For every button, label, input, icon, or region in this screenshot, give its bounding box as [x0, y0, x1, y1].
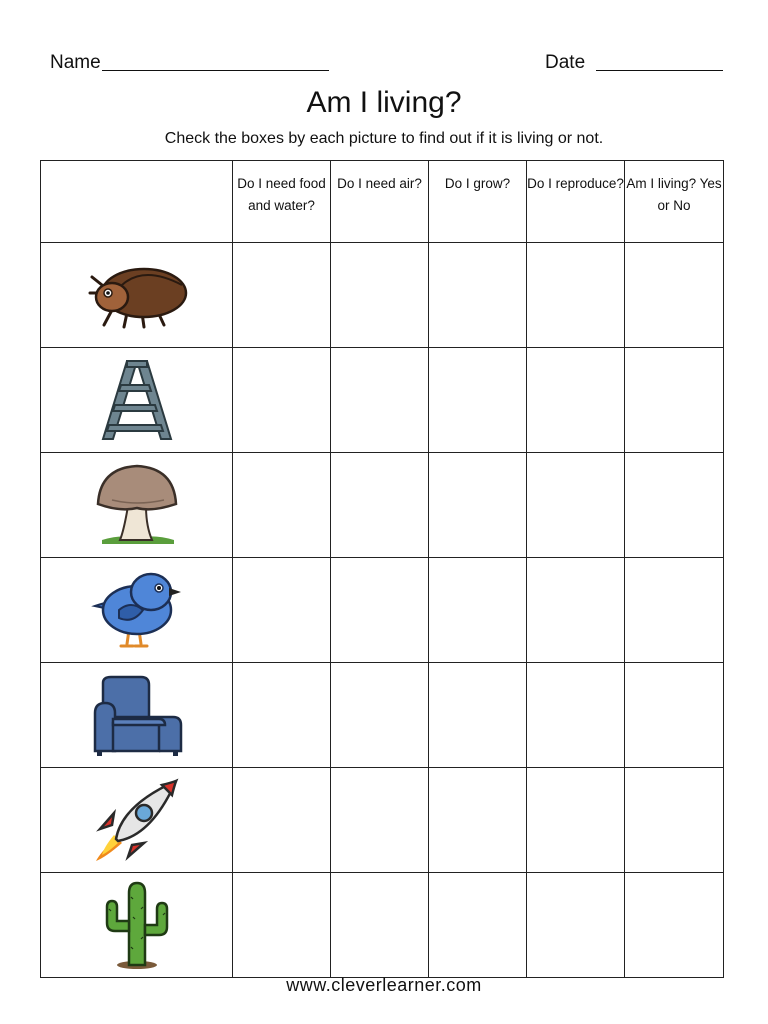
- column-header-reproduce: Do I reproduce?: [527, 161, 625, 243]
- page-title: Am I living?: [306, 86, 462, 119]
- check-box[interactable]: [331, 453, 429, 558]
- check-box[interactable]: [331, 558, 429, 663]
- check-box[interactable]: [233, 768, 331, 873]
- living-answer-box[interactable]: [625, 348, 724, 453]
- worksheet-table: [40, 160, 724, 978]
- check-box[interactable]: [527, 243, 625, 348]
- beetle-icon: [82, 255, 192, 335]
- check-box[interactable]: [527, 663, 625, 768]
- rocket-icon: [92, 775, 182, 865]
- table-row: [41, 453, 724, 558]
- check-box[interactable]: [429, 348, 527, 453]
- table-row: [41, 558, 724, 663]
- armchair-icon: [89, 673, 184, 758]
- check-box[interactable]: [331, 663, 429, 768]
- check-box[interactable]: [331, 873, 429, 978]
- table-row: [41, 768, 724, 873]
- column-header-living: Am I living? Yes or No: [625, 161, 724, 243]
- header-row: [41, 161, 724, 243]
- check-box[interactable]: [331, 348, 429, 453]
- living-answer-box[interactable]: [625, 453, 724, 558]
- picture-cell: [41, 558, 233, 663]
- date-field[interactable]: [596, 70, 723, 71]
- check-box[interactable]: [429, 243, 527, 348]
- check-box[interactable]: [527, 558, 625, 663]
- check-box[interactable]: [233, 348, 331, 453]
- cactus-icon: [97, 879, 177, 971]
- check-box[interactable]: [429, 453, 527, 558]
- picture-cell: [41, 873, 233, 978]
- mushroom-icon: [92, 460, 182, 550]
- column-header-food-water: Do I need food and water?: [233, 161, 331, 243]
- ladder-icon: [97, 355, 177, 445]
- check-box[interactable]: [233, 453, 331, 558]
- column-header-picture: [41, 161, 233, 243]
- picture-cell: [41, 243, 233, 348]
- name-label: Name: [50, 52, 101, 73]
- check-box[interactable]: [429, 768, 527, 873]
- bird-icon: [89, 568, 184, 653]
- picture-cell: [41, 453, 233, 558]
- date-label: Date: [545, 52, 586, 73]
- living-answer-box[interactable]: [625, 663, 724, 768]
- instructions: Check the boxes by each picture to find out if it is living or not.: [164, 130, 604, 147]
- table-row: [41, 663, 724, 768]
- check-box[interactable]: [429, 663, 527, 768]
- picture-cell: [41, 768, 233, 873]
- check-box[interactable]: [527, 348, 625, 453]
- table-row: [41, 348, 724, 453]
- check-box[interactable]: [233, 873, 331, 978]
- check-box[interactable]: [233, 243, 331, 348]
- living-answer-box[interactable]: [625, 873, 724, 978]
- check-box[interactable]: [527, 453, 625, 558]
- check-box[interactable]: [331, 243, 429, 348]
- picture-cell: [41, 663, 233, 768]
- name-field[interactable]: [102, 70, 329, 71]
- column-header-grow: Do I grow?: [429, 161, 527, 243]
- living-answer-box[interactable]: [625, 243, 724, 348]
- check-box[interactable]: [429, 558, 527, 663]
- website-footer: www.cleverlearner.com: [286, 975, 482, 995]
- table-row: [41, 243, 724, 348]
- check-box[interactable]: [233, 663, 331, 768]
- living-answer-box[interactable]: [625, 768, 724, 873]
- check-box[interactable]: [331, 768, 429, 873]
- living-answer-box[interactable]: [625, 558, 724, 663]
- picture-cell: [41, 348, 233, 453]
- check-box[interactable]: [429, 873, 527, 978]
- column-header-air: Do I need air?: [331, 161, 429, 243]
- check-box[interactable]: [527, 873, 625, 978]
- check-box[interactable]: [527, 768, 625, 873]
- table-row: [41, 873, 724, 978]
- check-box[interactable]: [233, 558, 331, 663]
